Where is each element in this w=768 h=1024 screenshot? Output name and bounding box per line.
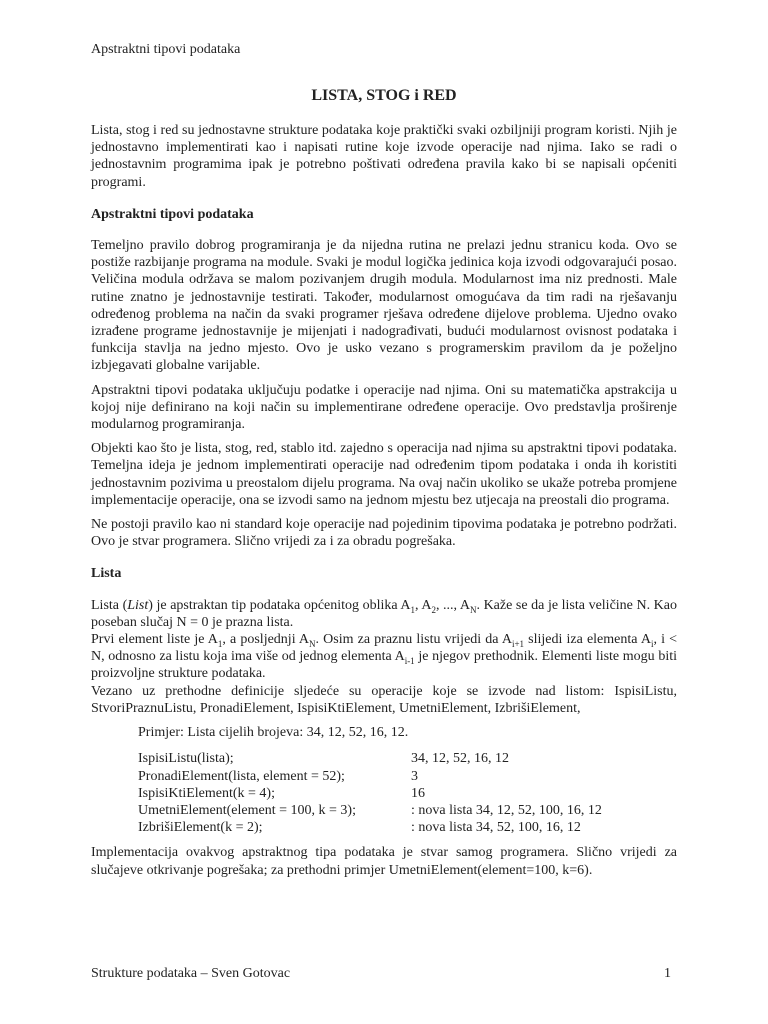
document-body	[91, 122, 677, 886]
running-header: Apstraktni tipovi podataka	[91, 42, 241, 57]
adt-paragraph-4: Ne postoji pravilo kao ni standard koje operacije nad pojedinim tipovima podataka je potrebno podržati. Ovo je stvar programera. Slično vrijedi za i za obradu pogrešaka.	[91, 517, 677, 550]
adt-paragraph-1: Temeljno pravilo dobrog programiranja je da nijedna rutina ne prelazi jednu stranicu koda. Ovo se postiže razbijanje programa na module. Svaki je modul logička jedinica koja izvodi odgovarajući posao. Veličina modula održava se malom pozivanjem drugih modula. Modularnost ima niz prednosti. Male rutine znatno je jednostavnije testirati. Također, modularnost omogućava da tim radi na rješavanju određenog problema na način da svaki programer rješava određene dijelove problema. Ujedno ovako izrađene programe jednostavnije je mijenjati i nadograđivati, budući modularnost ovisnost podataka i funkcija stavlja na jedno mjesto. Ovo je usko vezano s programerskim pravilom da je poželjno izbjegavati globalne varijable.	[91, 238, 677, 374]
example-block	[138, 724, 677, 836]
result-cell: 3	[411, 768, 418, 784]
page-title: LISTA, STOG i RED	[311, 87, 457, 104]
table-row	[138, 802, 602, 819]
example-table	[138, 750, 602, 836]
closing-paragraph: Implementacija ovakvog apstraktnog tipa podataka je stvar samog programera. Slično vrijedi za slučajeve otkrivanje pogrešaka; za prethodni primjer UmetniElement(element=100, k=6).	[91, 845, 677, 878]
table-row	[138, 750, 602, 767]
adt-paragraph-3: Objekti kao što je lista, stog, red, stablo itd. zajedno s operacija nad njima su apstraktni tipovi podataka. Temeljna ideja je jednom implementirati operacije nad određenim tipom podataka i onda ih koristiti jednostavnim pozivima u preostalom dijelu programa. Na ovaj način ukoliko se ukaže potreba promjene implementacije operacije, ona se izvodi samo na jednom mjestu bez utjecaja na preostali dio programa.	[91, 441, 677, 508]
result-cell: 16	[411, 785, 425, 801]
result-cell: : nova lista 34, 12, 52, 100, 16, 12	[411, 802, 602, 818]
operation-cell: IzbrišiElement(k = 2);	[138, 820, 263, 836]
lista-elements: Prvi element liste je $A_1$, a posljednji $A_N$. Osim za praznu listu vrijedi da $A_{i+1}$ slijedi iza elementa $A_i$, i < N, odnosno za listu koja ima više od jednog elementa $A_{i-1}$ je njegov prethodnik. Elementi liste mogu biti proizvoljne strukture podataka.	[91, 632, 678, 682]
operation-cell: PronadiElement(lista, element = 52);	[138, 768, 345, 784]
section-heading-adt: Apstraktni tipovi podataka	[91, 206, 254, 222]
operation-cell: IspisiKtiElement(k = 4);	[138, 785, 275, 801]
operation-cell: UmetniElement(element = 100, k = 3);	[138, 802, 356, 818]
page-number: 1	[664, 966, 671, 981]
operation-cell: IspisiListu(lista);	[138, 751, 234, 767]
table-row	[138, 768, 602, 785]
lista-operations: Vezano uz prethodne definicije sljedeće su operacije koje se izvode nad listom: IspisiListu, StvoriPraznuListu, PronadiElement, IspisiKtiElement, UmetniElement, IzbrišiElement,	[91, 683, 677, 716]
lista-definition: Lista (List) je apstraktan tip podataka općenitog oblika $A_1$, $A_2$, ..., $A_N$. Kaže se da je lista veličine N. Kao poseban slučaj N = 0 je prazna lista.	[91, 597, 677, 630]
table-row	[138, 819, 602, 836]
table-row	[138, 785, 602, 802]
intro-paragraph: Lista, stog i red su jednostavne strukture podataka koje praktički svaki ozbiljniji program koristi. Njih je jednostavno implementirati kao i napisati rutine koje izvode operacije nad njima. Iako se radi o jednostavnim programima ipak je potrebno poštivati određena pravila kako bi se napisali općeniti programi.	[91, 123, 677, 190]
section-heading-lista: Lista	[91, 566, 122, 582]
example-title: Primjer: Lista cijelih brojeva: 34, 12, 52, 16, 12.	[138, 725, 409, 741]
adt-paragraph-2: Apstraktni tipovi podataka uključuju podatke i operacije nad njima. Oni su matematička apstrakcija u kojoj nije definirano na koji način su implementirane određene operacije. Ovo predstavlja proširenje modularnog programiranja.	[91, 382, 677, 433]
result-cell: 34, 12, 52, 16, 12	[411, 751, 509, 767]
document-page	[91, 0, 677, 1024]
result-cell: : nova lista 34, 52, 100, 16, 12	[411, 820, 581, 836]
footer-author: Strukture podataka – Sven Gotovac	[91, 966, 291, 981]
